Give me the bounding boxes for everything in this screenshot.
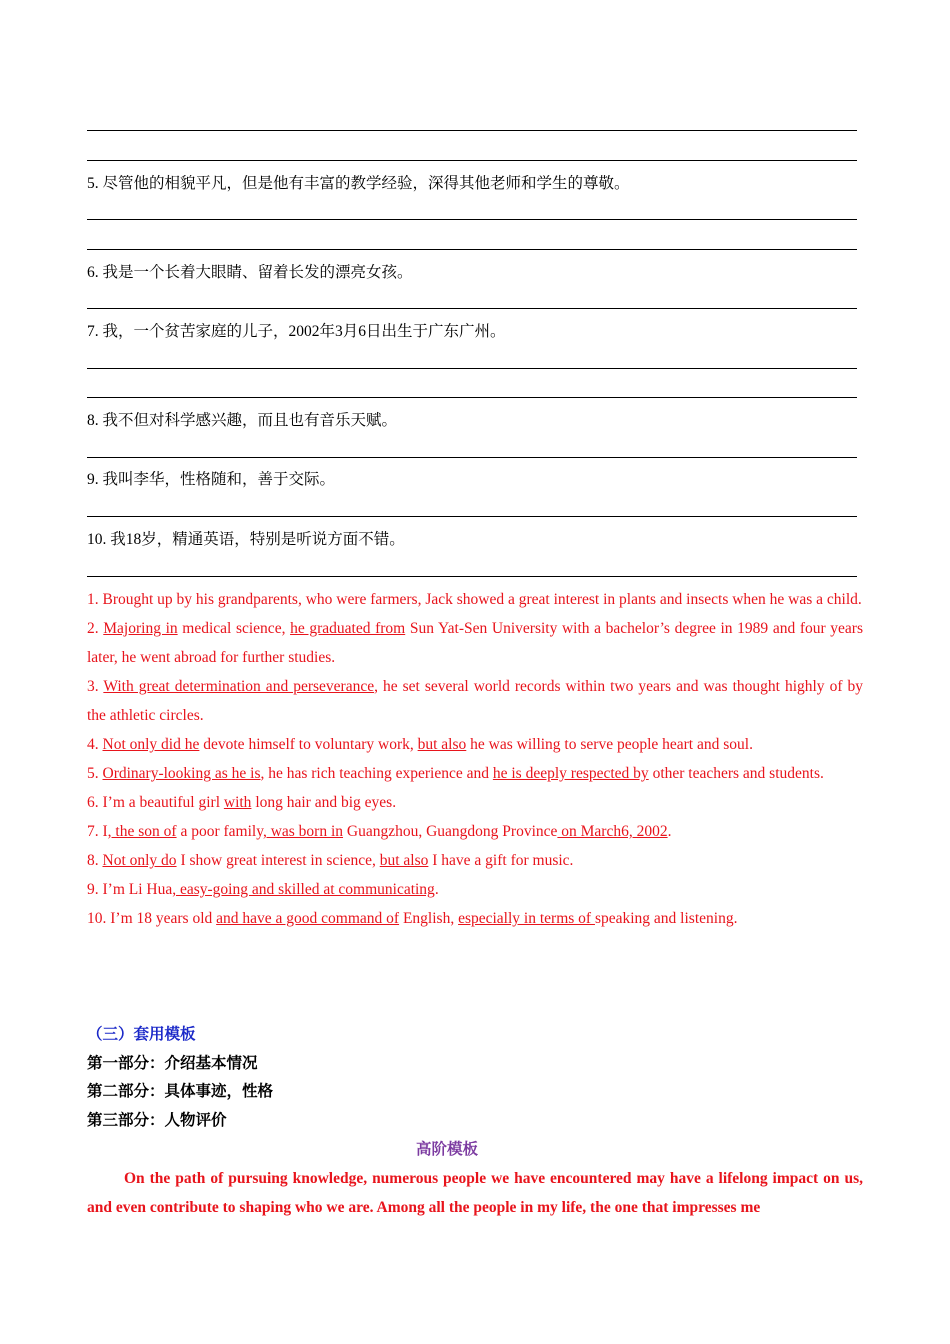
- answer-text: 8.: [87, 852, 103, 869]
- answer-3: [87, 672, 863, 730]
- answer-line[interactable]: [87, 249, 857, 250]
- answer-10: [87, 904, 863, 933]
- underlined-phrase: Majoring in: [103, 620, 178, 637]
- question-number: 8.: [87, 412, 99, 429]
- answer-8: [87, 846, 863, 875]
- underlined-phrase: he is deeply respected by: [492, 765, 649, 782]
- question-text: 我叫李华，性格随和，善于交际。: [102, 471, 336, 488]
- underlined-phrase: , was born in: [262, 823, 344, 840]
- underlined-phrase: Not only do: [102, 852, 177, 869]
- answer-text: Sun Yat-Sen University with a bachelor’s degree in 1989 and four years later, he went abroad for further studies.: [87, 620, 863, 666]
- underlined-phrase: on March6, 2002: [557, 823, 668, 840]
- underlined-phrase: , the son of: [107, 823, 177, 840]
- underlined-phrase: and have a good command of: [216, 910, 400, 927]
- answer-text: a poor family: [176, 823, 263, 840]
- question-number: 5.: [87, 175, 99, 192]
- question-number: 9.: [87, 471, 99, 488]
- underlined-phrase: he graduated from: [290, 620, 406, 637]
- question-7: [87, 322, 506, 342]
- template-body: On the path of pursuing knowledge, numerous people we have encountered may have a lifelong impact on us, and even contribute to shaping who we are. Among all the people in my life, the one that impresses me: [87, 1170, 863, 1216]
- answer-text: 1. Brought up by his grandparents, who were farmers, Jack showed a great interest in plants and insects when he was a child.: [87, 591, 862, 608]
- answer-text: 10. I’m 18 years old: [87, 910, 217, 927]
- answer-text: 7. I: [87, 823, 108, 840]
- answer-text: he was willing to serve people heart and soul.: [466, 736, 753, 753]
- answer-5: [87, 759, 863, 788]
- underlined-phrase: , easy-going and skilled at communicating: [172, 881, 435, 898]
- answer-text: 4.: [87, 736, 103, 753]
- answer-text: speaking and listening.: [594, 910, 738, 927]
- question-text: 我是一个长着大眼睛、留着长发的漂亮女孩。: [102, 264, 413, 281]
- question-9: [87, 470, 335, 490]
- underlined-phrase: but also: [379, 852, 429, 869]
- section-part-1: 第一部分：介绍基本情况: [87, 1055, 258, 1072]
- underlined-phrase: especially in terms of: [458, 910, 595, 927]
- answer-text: 2.: [87, 620, 104, 637]
- answer-line[interactable]: [87, 219, 857, 220]
- underlined-phrase: but also: [417, 736, 467, 753]
- answer-line[interactable]: [87, 160, 857, 161]
- answer-9: [87, 875, 863, 904]
- answer-line[interactable]: [87, 397, 857, 398]
- template-title: 高阶模板: [415, 1141, 478, 1158]
- question-text: 我，一个贫苦家庭的儿子，2002年3月6日出生于广东广州。: [102, 323, 506, 340]
- answer-4: [87, 730, 863, 759]
- answer-7: [87, 817, 863, 846]
- answer-text: .: [667, 823, 672, 840]
- answer-text: 6. I’m a beautiful girl: [87, 794, 224, 811]
- section-title: （三）套用模板: [87, 1026, 196, 1043]
- section-part-3: 第三部分：人物评价: [87, 1112, 227, 1129]
- question-number: 10.: [87, 531, 107, 548]
- underlined-phrase: With great determination and perseverance: [103, 678, 375, 695]
- question-text: 尽管他的相貌平凡，但是他有丰富的教学经验，深得其他老师和学生的尊敬。: [102, 175, 630, 192]
- answer-1: [87, 585, 863, 614]
- answer-text: , he set several world records within two years and was thought highly of by the athletic circles.: [87, 678, 863, 724]
- answer-line[interactable]: [87, 576, 857, 577]
- answer-text: 5.: [87, 765, 103, 782]
- question-number: 7.: [87, 323, 99, 340]
- section-part-2: 第二部分：具体事迹，性格: [87, 1083, 274, 1100]
- question-text: 我18岁，精通英语，特别是听说方面不错。: [110, 531, 405, 548]
- answer-line[interactable]: [87, 368, 857, 369]
- question-10: [87, 530, 405, 550]
- answer-line[interactable]: [87, 516, 857, 517]
- answer-text: other teachers and students.: [648, 765, 824, 782]
- answer-text: devote himself to voluntary work,: [199, 736, 418, 753]
- answer-text: medical science,: [177, 620, 291, 637]
- answer-line[interactable]: [87, 308, 857, 309]
- underlined-phrase: Not only did he: [102, 736, 200, 753]
- answer-6: [87, 788, 863, 817]
- answer-text: , he has rich teaching experience and: [260, 765, 493, 782]
- answer-text: Guangzhou, Guangdong Province: [343, 823, 558, 840]
- answer-text: .: [434, 881, 439, 898]
- answer-line[interactable]: [87, 130, 857, 131]
- answer-text: long hair and big eyes.: [251, 794, 397, 811]
- answer-text: 3.: [87, 678, 104, 695]
- question-number: 6.: [87, 264, 99, 281]
- answer-text: I have a gift for music.: [428, 852, 574, 869]
- underlined-phrase: with: [223, 794, 252, 811]
- underlined-phrase: Ordinary-looking as he is: [102, 765, 261, 782]
- question-text: 我不但对科学感兴趣，而且也有音乐天赋。: [102, 412, 398, 429]
- question-5: [87, 174, 630, 194]
- answer-key: [87, 585, 863, 933]
- answer-2: [87, 614, 863, 672]
- answer-text: English,: [399, 910, 459, 927]
- answer-line[interactable]: [87, 457, 857, 458]
- question-8: [87, 411, 397, 431]
- answer-text: I show great interest in science,: [176, 852, 380, 869]
- answer-text: 9. I’m Li Hua: [87, 881, 173, 898]
- question-6: [87, 263, 413, 283]
